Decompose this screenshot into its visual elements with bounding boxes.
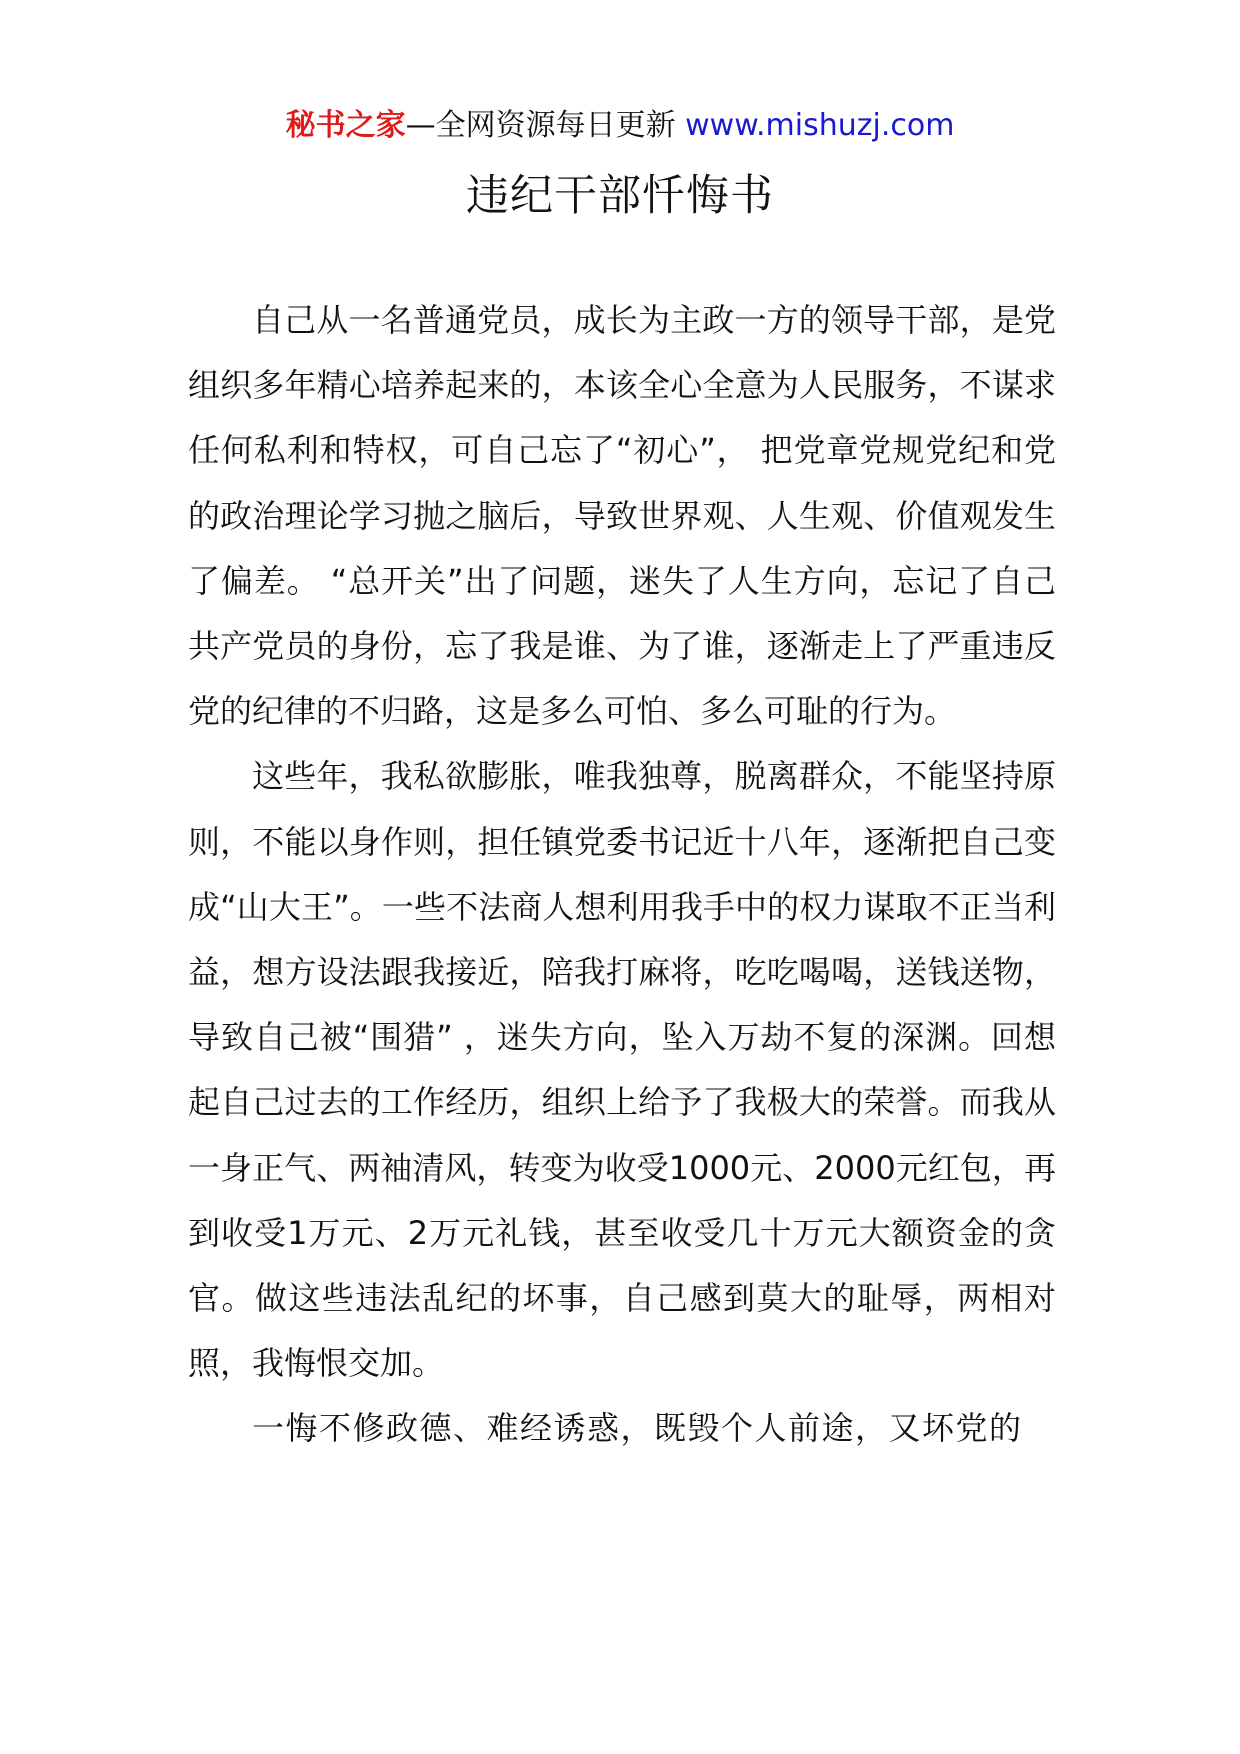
site-slogan: —全网资源每日更新: [405, 108, 676, 143]
site-url-link[interactable]: www.mishuzj.com: [685, 108, 955, 143]
paragraph-1: 自己从一名普通党员，成长为主政一方的领导干部，是党组织多年精心培养起来的，本该全心全意为人民服务，不谋求任何私利和特权，可自己忘了“初心”， 把党章党规党纪和党的政治理论学习抛之脑后，导致世界观、人生观、价值观发生了偏差。 “总开关”出了问题，迷失了人生方向，忘记了自己共产党员的身份，忘了我是谁、为了谁，逐渐走上了严重违反党的纪律的不归路，这是多么可怕、多么可耻的行为。: [188, 301, 1056, 731]
document-title: 违纪干部忏悔书: [466, 171, 774, 221]
brand-name: 秘书之家: [285, 108, 406, 143]
site-header: [0, 104, 1240, 148]
paragraph-2: 这些年，我私欲膨胀，唯我独尊，脱离群众，不能坚持原则，不能以身作则，担任镇党委书记近十八年，逐渐把自己变成“山大王”。一些不法商人想利用我手中的权力谋取不正当利益，想方设法跟我接近，陪我打麻将，吃吃喝喝，送钱送物，导致自己被“围猎” ，迷失方向，坠入万劫不复的深渊。回想起自己过去的工作经历，组织上给予了我极大的荣誉。而我从一身正气、两袖清风，转变为收受1000元、2000元红包，再到收受1万元、2万元礼钱，甚至收受几十万元大额资金的贪官。做这些违法乱纪的坏事，自己感到莫大的耻辱，两相对照，我悔恨交加。: [188, 757, 1056, 1383]
paragraph-3: 一悔不修政德、难经诱惑，既毁个人前途，又坏党的: [252, 1409, 1023, 1448]
document-body: [188, 288, 1056, 1462]
